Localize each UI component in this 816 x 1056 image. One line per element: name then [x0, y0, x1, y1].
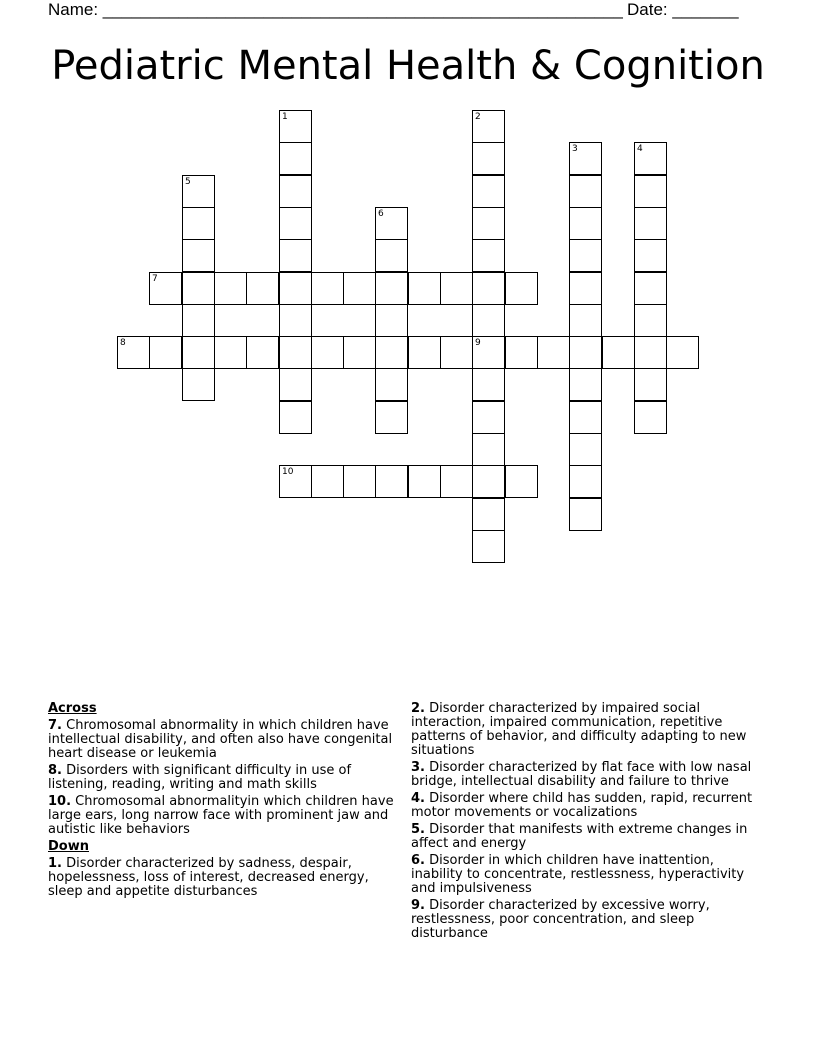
crossword-cell[interactable] — [408, 465, 441, 498]
crossword-cell[interactable] — [505, 336, 538, 369]
crossword-cell[interactable] — [505, 272, 538, 305]
name-field[interactable]: Name: _______________________________________________________ — [48, 0, 623, 19]
crossword-cell[interactable] — [279, 110, 312, 143]
crossword-cell[interactable] — [569, 401, 602, 434]
crossword-cell[interactable] — [375, 239, 408, 272]
puzzle-title: Pediatric Mental Health & Cognition — [51, 43, 765, 89]
crossword-cell[interactable] — [279, 175, 312, 208]
crossword-cell[interactable] — [246, 336, 279, 369]
clue-number-label: 9 — [475, 338, 481, 348]
crossword-cell[interactable] — [634, 304, 667, 337]
crossword-cell[interactable] — [569, 336, 602, 369]
clue-text: Disorder characterized by flat face with low nasal bridge, intellectual disability and failure to thrive — [411, 760, 752, 789]
crossword-cell[interactable] — [375, 304, 408, 337]
clue-text: Disorder characterized by sadness, despair, hopelessness, loss of interest, decreased energy, sleep and appetite disturbances — [48, 856, 369, 899]
clue-down-3 — [411, 761, 766, 789]
clue-number-label: 1 — [282, 112, 288, 122]
clue-number: 7. — [48, 718, 62, 733]
clue-number: 5. — [411, 822, 425, 837]
crossword-cell[interactable] — [343, 336, 376, 369]
crossword-cell[interactable] — [569, 465, 602, 498]
clue-text: Disorder characterized by impaired social interaction, impaired communication, repetitive patterns of behavior, and difficulty adapting to new situations — [411, 701, 747, 758]
crossword-cell[interactable] — [375, 465, 408, 498]
crossword-cell[interactable] — [472, 272, 505, 305]
clue-across-7 — [48, 719, 400, 761]
crossword-cell[interactable] — [311, 336, 344, 369]
clue-number-label: 8 — [120, 338, 126, 348]
clue-text: Disorder in which children have inattention, inability to concentrate, restlessness, hyperactivity and impulsiveness — [411, 853, 745, 896]
crossword-cell[interactable] — [279, 336, 312, 369]
crossword-cell[interactable] — [375, 368, 408, 401]
crossword-cell[interactable] — [537, 336, 570, 369]
crossword-cell[interactable] — [375, 207, 408, 240]
crossword-cell[interactable] — [472, 175, 505, 208]
crossword-cell[interactable] — [569, 175, 602, 208]
crossword-cell[interactable] — [279, 368, 312, 401]
crossword-cell[interactable] — [634, 401, 667, 434]
crossword-cell[interactable] — [149, 272, 182, 305]
crossword-cell[interactable] — [634, 239, 667, 272]
crossword-cell[interactable] — [279, 142, 312, 175]
crossword-cell[interactable] — [214, 272, 247, 305]
date-field[interactable]: Date: _______ — [627, 0, 739, 19]
clue-number: 8. — [48, 763, 62, 778]
crossword-cell[interactable] — [440, 465, 473, 498]
crossword-cell[interactable] — [472, 368, 505, 401]
crossword-cell[interactable] — [569, 498, 602, 531]
crossword-cell[interactable] — [343, 465, 376, 498]
crossword-cell[interactable] — [472, 207, 505, 240]
crossword-cell[interactable] — [182, 304, 215, 337]
crossword-cell[interactable] — [311, 465, 344, 498]
crossword-cell[interactable] — [375, 336, 408, 369]
clue-number-label: 4 — [637, 144, 643, 154]
crossword-cell[interactable] — [472, 401, 505, 434]
clue-down-5 — [411, 823, 766, 851]
crossword-cell[interactable] — [375, 401, 408, 434]
crossword-cell[interactable] — [569, 207, 602, 240]
clue-text: Disorder that manifests with extreme changes in affect and energy — [411, 822, 748, 851]
clue-text: Chromosomal abnormality in which children have intellectual disability, and often also have congenital heart disease or leukemia — [48, 718, 393, 761]
clue-number-label: 10 — [282, 467, 294, 477]
crossword-cell[interactable] — [666, 336, 699, 369]
crossword-cell[interactable] — [343, 272, 376, 305]
clue-number: 3. — [411, 760, 425, 775]
clue-number: 6. — [411, 853, 425, 868]
clue-text: Chromosomal abnormalityin which children have large ears, long narrow face with prominent jaw and autistic like behaviors — [48, 794, 394, 837]
crossword-cell[interactable] — [472, 304, 505, 337]
crossword-cell[interactable] — [472, 239, 505, 272]
clue-number: 9. — [411, 898, 425, 913]
clue-number: 1. — [48, 856, 62, 871]
crossword-cell[interactable] — [279, 272, 312, 305]
crossword-cell[interactable] — [634, 272, 667, 305]
crossword-cell[interactable] — [279, 239, 312, 272]
crossword-cell[interactable] — [634, 142, 667, 175]
crossword-cell[interactable] — [279, 304, 312, 337]
crossword-cell[interactable] — [408, 336, 441, 369]
crossword-cell[interactable] — [182, 272, 215, 305]
clues-column-right — [411, 702, 766, 944]
clue-number: 4. — [411, 791, 425, 806]
clue-down-9 — [411, 899, 766, 941]
clue-number-label: 2 — [475, 112, 481, 122]
clue-down-6 — [411, 854, 766, 896]
crossword-cell[interactable] — [602, 336, 635, 369]
crossword-cell[interactable] — [634, 368, 667, 401]
crossword-cell[interactable] — [472, 433, 505, 466]
clue-text: Disorder where child has sudden, rapid, recurrent motor movements or vocalizations — [411, 791, 753, 820]
clue-down-1 — [48, 857, 400, 899]
clue-text: Disorders with significant difficulty in use of listening, reading, writing and math skills — [48, 763, 352, 792]
clue-across-8 — [48, 764, 400, 792]
crossword-cell[interactable] — [440, 336, 473, 369]
crossword-cell[interactable] — [279, 207, 312, 240]
clue-down-4 — [411, 792, 766, 820]
crossword-cell[interactable] — [472, 465, 505, 498]
crossword-cell[interactable] — [182, 207, 215, 240]
crossword-cell[interactable] — [246, 272, 279, 305]
crossword-cell[interactable] — [505, 465, 538, 498]
crossword-cell[interactable] — [569, 304, 602, 337]
clue-number-label: 3 — [572, 144, 578, 154]
crossword-cell[interactable] — [182, 336, 215, 369]
clue-across-10 — [48, 795, 400, 837]
across-heading: Across — [48, 701, 97, 716]
clue-number-label: 6 — [378, 209, 384, 219]
clue-down-2 — [411, 702, 766, 758]
crossword-cell[interactable] — [182, 368, 215, 401]
crossword-cell[interactable] — [440, 272, 473, 305]
crossword-cell[interactable] — [279, 401, 312, 434]
crossword-cell[interactable] — [214, 336, 247, 369]
clue-text: Disorder characterized by excessive worry, restlessness, poor concentration, and sleep disturbance — [411, 898, 710, 941]
crossword-cell[interactable] — [634, 207, 667, 240]
crossword-cell[interactable] — [569, 368, 602, 401]
crossword-cell[interactable] — [472, 142, 505, 175]
crossword-cell[interactable] — [472, 498, 505, 531]
clue-number-label: 7 — [152, 274, 158, 284]
clue-number: 2. — [411, 701, 425, 716]
crossword-cell[interactable] — [569, 239, 602, 272]
crossword-cell[interactable] — [149, 336, 182, 369]
crossword-cell[interactable] — [182, 239, 215, 272]
crossword-cell[interactable] — [472, 336, 505, 369]
crossword-cell[interactable] — [279, 465, 312, 498]
clues-column-left — [48, 702, 400, 902]
crossword-cell[interactable] — [375, 272, 408, 305]
clue-number-label: 5 — [185, 177, 191, 187]
clue-number: 10. — [48, 794, 72, 809]
crossword-cell[interactable] — [472, 530, 505, 563]
crossword-cell[interactable] — [408, 272, 441, 305]
down-heading: Down — [48, 839, 89, 854]
crossword-cell[interactable] — [569, 142, 602, 175]
crossword-cell[interactable] — [569, 272, 602, 305]
crossword-cell[interactable] — [472, 110, 505, 143]
crossword-cell[interactable] — [634, 175, 667, 208]
crossword-cell[interactable] — [182, 175, 215, 208]
crossword-cell[interactable] — [117, 336, 150, 369]
crossword-cell[interactable] — [634, 336, 667, 369]
crossword-cell[interactable] — [569, 433, 602, 466]
crossword-cell[interactable] — [311, 272, 344, 305]
